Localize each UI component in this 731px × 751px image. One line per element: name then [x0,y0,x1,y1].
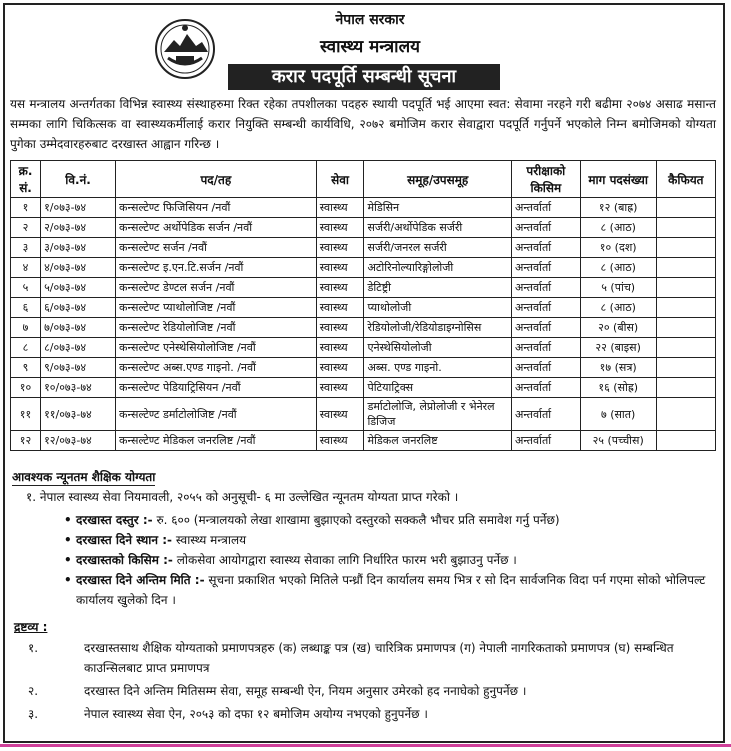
table-row [11,398,716,431]
cell-service: स्वास्थ्य [316,298,364,318]
cell-exam-type: अन्तर्वार्ता [511,358,580,378]
cell-group: मेडिसिन [364,198,512,218]
notes-title: द्रष्टव्य : [14,620,48,634]
cell-group: डर्माटोलोजि, लेप्रोलोजी र भेनेरल डिजिज [364,398,512,431]
cell-service: स्वास्थ्य [316,378,364,398]
bullet-deadline: • दरखास्त दिने अन्तिम मिति :- सूचना प्रकाशित भएको मितिले पन्ध्रौं दिन कार्यालय समय भित्र र सो दिन सार्वजनिक विदा पर्न गएमा सोको भोलिपल्ट कार्यालय खुलेको दिन । [64,573,706,607]
cell-demand: ८ (आठ) [580,218,656,238]
col-remarks: कैफियत [656,161,715,198]
cell-ad-number: २/०७३-७४ [41,218,116,238]
bullet-text: सूचना प्रकाशित भएको मितिले पन्ध्रौं दिन कार्यालय समय भित्र र सो दिन सार्वजनिक विदा पर्न गएमा सोको भोलिपल्ट कार्यालय खुलेको दिन । [76,573,706,607]
col-serial: क्र. सं. [11,161,41,198]
col-service: सेवा [316,161,364,198]
cell-ad-number: ७/०७३-७४ [41,318,116,338]
note-item [14,681,716,701]
table-row [11,358,716,378]
table-row [11,258,716,278]
cell-demand: १७ (सत्र) [580,358,656,378]
cell-ad-number: १/०७३-७४ [41,198,116,218]
cell-demand: ५ (पांच) [580,278,656,298]
cell-demand: १२ (बाह्र) [580,198,656,218]
cell-service: स्वास्थ्य [316,278,364,298]
cell-group: मेडिकल जनरलिष्ट [364,431,512,451]
cell-service: स्वास्थ्य [316,238,364,258]
cell-serial: ४ [11,258,41,278]
cell-post: कन्सल्टेण्ट अर्थोपेडिक सर्जन /नवौं [116,218,317,238]
cell-remarks [656,378,715,398]
requirement-item: १. नेपाल स्वास्थ्य सेवा नियमावली, २०५५ को अनुसूची- ६ मा उल्लेखित न्यूनतम योग्यता प्राप्त गरेको । [26,490,459,504]
cell-remarks [656,298,715,318]
cell-service: स्वास्थ्य [316,318,364,338]
cell-exam-type: अन्तर्वार्ता [511,398,580,431]
cell-service: स्वास्थ्य [316,338,364,358]
cell-serial: २ [11,218,41,238]
table-row [11,378,716,398]
cell-group: एनेस्थेसियोलोजी [364,338,512,358]
cell-exam-type: अन्तर्वार्ता [511,431,580,451]
cell-service: स्वास्थ्य [316,258,364,278]
vacancy-table [10,160,716,451]
col-exam-type: परीक्षाको किसिम [511,161,580,198]
table-row [11,238,716,258]
cell-service: स्वास्थ्य [316,358,364,378]
requirements-title: आवश्यक न्यूनतम शैक्षिक योग्यता [12,470,156,484]
cell-service: स्वास्थ्य [316,398,364,431]
cell-post: कन्सल्टेण्ट रेडियोलोजिष्ट /नवौं [116,318,317,338]
cell-remarks [656,318,715,338]
table-row [11,318,716,338]
col-post: पद/तह [116,161,317,198]
cell-serial: ११ [11,398,41,431]
cell-post: कन्सल्टेण्ट मेडिकल जनरलिष्ट /नवौं [116,431,317,451]
ministry-title: स्वास्थ्य मन्त्रालय [320,37,420,57]
bullet-text: लोकसेवा आयोगद्वारा स्वास्थ्य सेवाका लागि निर्धारित फारम भरी बुझाउनु पर्नेछ । [176,553,517,567]
cell-group: रेडियोलोजी/रेडियोडाइग्नोसिस [364,318,512,338]
cell-exam-type: अन्तर्वार्ता [511,278,580,298]
bullet-text: रु. ६०० (मन्त्रालयको लेखा शाखामा बुझाएको दस्तुरको सक्कलै भौचर प्रति समावेश गर्नु पर्नेछ) [156,513,560,527]
cell-post: कन्सल्टेण्ट पेडियाट्रिसियन /नवौं [116,378,317,398]
cell-demand: १० (दश) [580,238,656,258]
cell-demand: २२ (बाइस) [580,338,656,358]
cell-serial: १ [11,198,41,218]
intro-paragraph: यस मन्त्रालय अन्तर्गतका विभिन्न स्वास्थ्य संस्थाहरुमा रिक्त रहेका तपशीलका पदहरु स्थायी पदपूर्ति भई आएमा स्वत: सेवामा नरहने गरी बढीमा २०७४ असाढ मसान्त सम्मका लागि चिकित्सक वा स्वास्थ्यकर्मीलाई करार नियुक्ति सम्बन्धी कार्यविधि, २०७२ बमोजिम करार सेवाद्वारा पदपूर्ति गर्नुपर्ने भएकोले निम्न बमोजिमको योग्यता पुगेका उम्मेदवारहरुबाट दरखास्त आह्वान गरिन्छ । [10,97,716,151]
table-row [11,278,716,298]
cell-remarks [656,358,715,378]
cell-service: स्वास्थ्य [316,431,364,451]
cell-demand: १६ (सोह्र) [580,378,656,398]
cell-ad-number: ११/०७३-७४ [41,398,116,431]
cell-post: कन्सल्टेण्ट डेण्टल सर्जन /नवौं [116,278,317,298]
cell-group: अब्स. एण्ड गाइनो. [364,358,512,378]
cell-demand: २५ (पच्चीस) [580,431,656,451]
application-details [64,510,714,610]
col-group: समूह/उपसमूह [364,161,512,198]
cell-exam-type: अन्तर्वार्ता [511,218,580,238]
note-item [14,704,716,724]
cell-post: कन्सल्टेण्ट अब्स.एण्ड गाइनो. /नवौं [116,358,317,378]
cell-ad-number: १०/०७३-७४ [41,378,116,398]
cell-post: कन्सल्टेण्ट एनेस्थेसियोलोजिष्ट /नवौं [116,338,317,358]
cell-remarks [656,398,715,431]
cell-demand: ८ (आठ) [580,258,656,278]
cell-group: डेटिष्ट्री [364,278,512,298]
cell-group: पेटियाट्रिक्स [364,378,512,398]
cell-ad-number: ९/०७३-७४ [41,358,116,378]
table-row [11,338,716,358]
cell-demand: ७ (सात) [580,398,656,431]
cell-ad-number: ८/०७३-७४ [41,338,116,358]
cell-service: स्वास्थ्य [316,218,364,238]
nepal-emblem-icon [154,18,216,80]
col-ad-number: वि.नं. [41,161,116,198]
cell-remarks [656,278,715,298]
col-demand: माग पदसंख्या [580,161,656,198]
bullet-label: दरखास्त दस्तुर :- [76,513,153,527]
bullet-text: स्वास्थ्य मन्त्रालय [175,533,247,547]
cell-remarks [656,198,715,218]
table-row [11,431,716,451]
cell-post: कन्सल्टेण्ट सर्जन /नवौं [116,238,317,258]
cell-demand: ८ (आठ) [580,298,656,318]
bullet-place: • दरखास्त दिने स्थान :- स्वास्थ्य मन्त्रालय [64,533,247,547]
note-text: दरखास्त दिने अन्तिम मितिसम्म सेवा, समूह सम्बन्धी ऐन, नियम अनुसार उमेरको हद ननाघेको हुनुपर्नेछ । [84,684,527,698]
cell-exam-type: अन्तर्वार्ता [511,378,580,398]
table-row [11,298,716,318]
bullet-label: दरखास्तको किसिम :- [76,553,173,567]
bullet-label: दरखास्त दिने अन्तिम मिति :- [76,573,205,587]
cell-ad-number: १२/०७३-७४ [41,431,116,451]
cell-post: कन्सल्टेण्ट डर्माटोलोजिष्ट /नवौं [116,398,317,431]
cell-group: सर्जरी/अर्थोपेडिक सर्जरी [364,218,512,238]
notes-list [14,638,716,727]
government-title: नेपाल सरकार [335,12,405,28]
cell-exam-type: अन्तर्वार्ता [511,338,580,358]
note-item [14,638,716,678]
cell-post: कन्सल्टेण्ट प्याथोलोजिष्ट /नवौं [116,298,317,318]
cell-remarks [656,258,715,278]
cell-serial: १० [11,378,41,398]
cell-serial: १२ [11,431,41,451]
cell-ad-number: ४/०७३-७४ [41,258,116,278]
cell-post: कन्सल्टेण्ट इ.एन.टि.सर्जन /नवौं [116,258,317,278]
cell-remarks [656,218,715,238]
note-number: ३. [28,707,39,721]
cell-ad-number: ६/०७३-७४ [41,298,116,318]
table-row [11,218,716,238]
cell-remarks [656,338,715,358]
note-number: १. [28,641,39,655]
note-text: नेपाल स्वास्थ्य सेवा ऐन, २०५३ को दफा १२ बमोजिम अयोग्य नभएको हुनुपर्नेछ । [84,707,428,721]
cell-ad-number: ५/०७३-७४ [41,278,116,298]
cell-serial: ६ [11,298,41,318]
notice-banner: करार पदपूर्ति सम्बन्धी सूचना [228,64,500,90]
cell-post: कन्सल्टेण्ट फिजिसियन /नवौं [116,198,317,218]
table-row [11,198,716,218]
cell-serial: ७ [11,318,41,338]
cell-remarks [656,238,715,258]
note-text: दरखास्तसाथ शैक्षिक योग्यताको प्रमाणपत्रहरु (क) लब्धाङ्क पत्र (ख) चारित्रिक प्रमाणपत्र (ग) नेपाली नागरिकताको प्रमाणपत्र (घ) सम्बन्धित काउन्सिलबाट प्राप्त प्रमाणपत्र [84,641,674,675]
cell-exam-type: अन्तर्वार्ता [511,198,580,218]
cell-group: सर्जरी/जनरल सर्जरी [364,238,512,258]
cell-exam-type: अन्तर्वार्ता [511,238,580,258]
bullet-fee: • दरखास्त दस्तुर :- रु. ६०० (मन्त्रालयको लेखा शाखामा बुझाएको दस्तुरको सक्कलै भौचर प्रति समावेश गर्नु पर्नेछ) [64,513,560,527]
bullet-form-type: • दरखास्तको किसिम :- लोकसेवा आयोगद्वारा स्वास्थ्य सेवाका लागि निर्धारित फारम भरी बुझाउनु पर्नेछ । [64,553,517,567]
cell-exam-type: अन्तर्वार्ता [511,258,580,278]
cell-serial: ९ [11,358,41,378]
cell-remarks [656,431,715,451]
note-number: २. [28,684,39,698]
bullet-label: दरखास्त दिने स्थान :- [76,533,173,547]
cell-ad-number: ३/०७३-७४ [41,238,116,258]
bottom-accent-line [0,744,731,747]
cell-serial: ३ [11,238,41,258]
cell-service: स्वास्थ्य [316,198,364,218]
cell-serial: ५ [11,278,41,298]
table-header-row [11,161,716,198]
cell-exam-type: अन्तर्वार्ता [511,298,580,318]
cell-demand: २० (बीस) [580,318,656,338]
cell-serial: ८ [11,338,41,358]
cell-group: अटोरिनोल्यारिङ्गोलोजी [364,258,512,278]
cell-group: प्याथोलोजी [364,298,512,318]
cell-exam-type: अन्तर्वार्ता [511,318,580,338]
